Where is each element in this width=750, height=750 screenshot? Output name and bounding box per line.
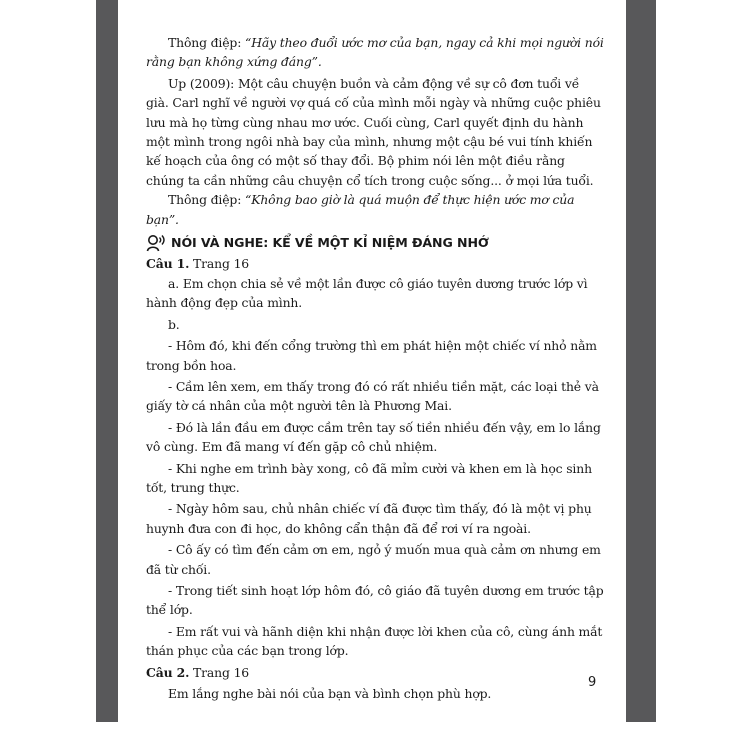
question-label: Câu 1. bbox=[146, 256, 190, 272]
message-label: Thông điệp: bbox=[168, 35, 246, 50]
answer-b-item: - Ngày hôm sau, chủ nhân chiếc ví đã được tìm thấy, đó là một vị phụ huynh đưa con đi học, do không cẩn thận đã để rơi ví ra ngoài. bbox=[146, 501, 592, 536]
answer-b-item: - Em rất vui và hãnh diện khi nhận được lời khen của cô, cùng ánh mắt thán phục của các bạn trong lớp. bbox=[146, 623, 603, 659]
message-quote: “Hãy theo đuổi ước mơ của bạn, ngay cả khi mọi người nói rằng bạn không xứng đáng”. bbox=[146, 35, 604, 70]
section-heading-text: NÓI VÀ NGHE: KỂ VỀ MỘT KỈ NIỆM ĐÁNG NHỚ bbox=[171, 235, 489, 251]
question-2-answer: Em lắng nghe bài nói của bạn và bình chọn phù hợp. bbox=[168, 686, 492, 701]
page-body bbox=[146, 33, 604, 703]
answer-b-item: - Đó là lần đầu em được cầm trên tay số tiền nhiều đến vậy, em lo lắng vô cùng. Em đã mang ví đến gặp cô chủ nhiệm. bbox=[146, 419, 601, 455]
page-number: 9 bbox=[588, 675, 597, 690]
question-1-title bbox=[146, 254, 604, 273]
question-page-ref: Trang 16 bbox=[189, 664, 250, 680]
section-heading bbox=[146, 233, 604, 252]
speaking-listening-icon bbox=[146, 234, 168, 252]
answer-b-item: - Khi nghe em trình bày xong, cô đã mỉm cười và khen em là học sinh tốt, trung thực. bbox=[146, 460, 592, 495]
right-page-border bbox=[626, 0, 656, 722]
answer-b-item: - Trong tiết sinh hoạt lớp hôm đó, cô giáo đã tuyên dương em trước tập thể lớp. bbox=[146, 582, 604, 618]
question-2-title bbox=[146, 663, 604, 682]
message-paragraph-2 bbox=[146, 190, 604, 229]
message-paragraph-1 bbox=[146, 33, 604, 72]
answer-b-item: - Cầm lên xem, em thấy trong đó có rất nhiều tiền mặt, các loại thẻ và giấy tờ cá nhân của một người tên là Phương Mai. bbox=[146, 378, 599, 414]
up-paragraph: Up (2009): Một câu chuyện buồn và cảm động về sự cô đơn tuổi về già. Carl nghĩ về người vợ quá cố của mình mỗi ngày và những cuộc phiêu lưu mà họ từng cùng nhau mơ ước. Cuối cùng, Carl quyết định du hành một mình trong ngôi nhà bay của mình, nhưng một cậu bé vui tính khiến kế hoạch của ông có một số thay đổi. Bộ phim nói lên một điều rằng chúng ta cần những câu chuyện cổ tích trong cuộc sống... ở mọi lứa tuổi. bbox=[146, 75, 601, 188]
answer-b-item: - Hôm đó, khi đến cổng trường thì em phát hiện một chiếc ví nhỏ nằm trong bồn hoa. bbox=[146, 338, 597, 373]
document-page bbox=[118, 0, 626, 722]
message-label: Thông điệp: bbox=[168, 192, 246, 208]
answer-b-item: - Cô ấy có tìm đến cảm ơn em, ngỏ ý muốn mua quà cảm ơn nhưng em đã từ chối. bbox=[146, 542, 601, 577]
answer-b: b. bbox=[168, 316, 180, 332]
question-label: Câu 2. bbox=[146, 664, 190, 680]
message-quote: “Không bao giờ là quá muộn để thực hiện ước mơ của bạn”. bbox=[146, 192, 575, 227]
left-page-border bbox=[96, 0, 118, 722]
answer-a: a. Em chọn chia sẻ về một lần được cô giáo tuyên dương trước lớp vì hành động đẹp của mình. bbox=[146, 275, 588, 311]
question-page-ref: Trang 16 bbox=[189, 256, 250, 272]
